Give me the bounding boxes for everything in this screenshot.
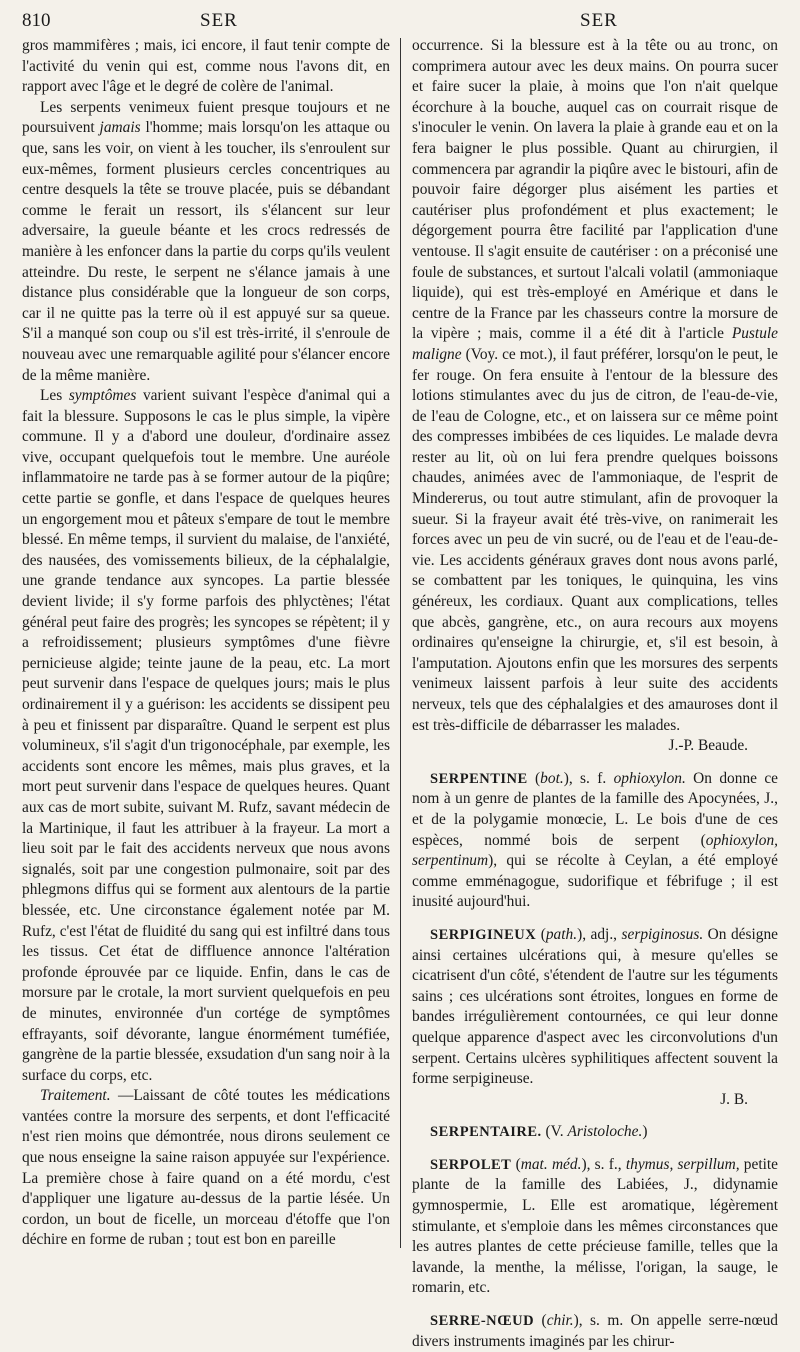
paragraph-treatment-continued [412,36,778,757]
column-divider [400,38,401,1248]
italic-text: ophioxylon, serpentinum [412,831,778,870]
headword: SERPENTINE [430,770,528,787]
text: ( [536,925,546,943]
text: varient suivant l'espèce d'animal qui a fait la blessure. Supposons le cas le plus simple, la vipère commune. Il y a d'abord une douleur, d'ordinaire assez vive, occupant quelquefois tout le membre. Une auréole inflammatoire ne tarde pas à se former autour de la piqûre; cette partie se gonfle, et dans l'espace de quelques heures un engorgement mou et pâteux s'empare de tout le membre blessé. En même temps, il survient du malaise, de l'anxiété, des nausées, des vomissements bilieux, de la céphalalgie, une grande tendance aux syncopes. La partie blessée devient livide; il s'y forme parfois des phlyctènes; l'état général peut faire des progrès; les syncopes se répètent; il y a refroidissement; plusieurs symptômes d'une fièvre pernicieuse algide; teinte jaune de la peau, etc. La mort peut survenir dans l'espace de quelques jours; mais le plus ordinairement il y a guérison: les accidents se dissipent peu à peu et finissent par disparaître. Quand le serpent est plus volumineux, s'il s'agit d'un trigonocéphale, par exemple, les accidents sont encore les mêmes, mais plus graves, et la mort peut survenir dans l'espace de quelques heures. Quant aux cas de mort subite, suivant M. Rufz, savant médecin de la Martinique, il faut les attribuer à la frayeur. La mort a lieu soit par le fait des accidents nerveux que nous avons signalés, soit par une congestion pulmonaire, soit par des phlegmons diffus qui se forment aux alentours de la partie blessée, etc. Une circonstance également notée par M. Rufz, c'est l'état de fluidité du sang qui est infiltré dans tous les tissus. Cet état de diffluence annonce l'altération profonde éprouvée par ce liquide. Enfin, dans le cas de morsure par le crotale, la mort survient quelquefois en peu de minutes, environnée d'un cortége de symptômes effrayants, soif dévorante, langue énormément tuméfiée, gangrène de la partie blessée, exsudation d'un sang noir à la surface du corps, etc. [22,387,390,1084]
paragraph-behavior [22,98,390,386]
paragraph-continuation [22,36,390,98]
text: (Voy. ce mot.), il faut préférer, lorsqu'on le peut, le fer rouge. On fera ensuite à l'entour de la blessure des lotions stimulantes avec du jus de citron, de l'eau-de-vie, de l'eau de Cologne, etc., et on laissera sur ce même point des compresses imbibées de ces liquides. Le malade devra rester au lit, où on lui fera prendre quelques boissons chaudes, animées avec de l'ammoniaque, de l'esprit de Mindererus, ou tout autre stimulant, afin de provoquer la sueur. Si la frayeur avait été très-vive, on ranimerait les forces avec un peu de vin sucré, ou de l'eau et de l'eau-de-vie. Les accidents généraux graves dont nous avons parlé, se combattent par les toniques, le quinquina, les vins généreux, les cordiaux. Quant aux complications, telles que abcès, gangrène, etc., on aura recours aux moyens ordinaires qu'enseigne la chirurgie, et, s'il est besoin, à l'amputation. Ajoutons enfin que les morsures des serpents venimeux laissent parfois à leur suite des accidents nerveux, tels que des céphalalgies et des amauroses dont il est très-difficile de débarrasser les malades. [412,345,778,734]
text: ), s. m. On appelle serre-nœud divers instruments imaginés par les chirur- [412,1312,778,1350]
text: —Laissant de côté toutes les médications vantées contre la morsure des serpents, et dont l'efficacité n'est rien moins que démontrée, nous dirons seulement ce que nous enseigne la saine raison appuyée sur l'expérience. La première chose à faire quand on a été mordu, c'est d'appliquer une ligature au-dessus de la partie lésée. Un cordon, un bout de ficelle, un morceau d'étoffe que l'on déchire en forme de ruban ; tout est bon en pareille [22,1087,390,1249]
entry-serpigineux [412,925,778,1110]
italic-text: mat. méd. [520,1155,582,1173]
right-column [412,36,778,1350]
italic-text: serpiginosus. [621,925,704,943]
italic-text: Pustule maligne [412,325,778,363]
text: petite plante de la famille des Labiées, J., didynamie gymnospermie, L. Elle est aromatique, légèrement stimulante, et s'emploie dans les mêmes circonstances que les autres plantes de cette précieuse famille, telles que la lavande, la menthe, la mélisse, l'origan, la sauge, le romarin, etc. [412,1155,778,1297]
text: ) [642,1123,648,1141]
italic-text: jamais [99,119,141,137]
running-head-right: SER [580,10,618,31]
italic-text: thymus, serpillum, [625,1155,740,1173]
text: ( [511,1155,521,1173]
italic-text: bot. [540,769,564,787]
italic-text: Traitement. [40,1087,111,1105]
text: l'homme; mais lorsqu'on les attaque ou que, sans les voir, on vient à les toucher, ils s'enroulent sur eux-mêmes, forment plusieurs cercles concentriques au centre desquels la tête se trouve placée, puis se débandant comme le ferait un ressort, ils s'élancent sur leur adversaire, la gueule béante et les crocs redressés de manière à les enfoncer dans la partie du corps qu'ils veulent atteindre. Du reste, le serpent ne s'élance jamais à une distance plus considérable que la longueur de son corps, car il ne quitte pas la terre où il est appuyé sur sa queue. S'il a manqué son coup ou s'il est très-irrité, il s'enroule de nouveau avec une remarquable agilité pour s'élancer encore de la même manière. [22,119,390,384]
headword: SERPOLET [430,1156,512,1173]
text: occurrence. Si la blessure est à la tête ou au tronc, on comprimera autour avec les deux mains. On pourra sucer et faire sucer la plaie, à moins que l'on n'ait quelque écorchure à la bouche, auquel cas on courrait risque de s'inoculer le venin. On lavera la plaie à grande eau et on la fera baigner le plus possible. Quant au chirurgien, il commencera par agrandir la piqûre avec le bistouri, afin de pouvoir faire dégorger plus aisément les parties et cautériser plus profondément et plus exactement; le dégorgement pourra être facilité par l'application d'une ventouse. Il s'agit ensuite de cautériser : on a préconisé une foule de substances, et surtout l'alcali volatil (ammoniaque liquide), qui est très-employé en Amérique et dans le centre de la France par les chasseurs contre la morsure de la vipère ; mais, comme il a été dit à l'article [412,37,778,343]
page-header [22,6,778,36]
author-signature: J. B. [720,1090,748,1108]
text: (V. [541,1123,568,1141]
text: On désigne ainsi certaines ulcérations qui, à mesure qu'elles se cicatrisent d'un côté, s'étendent de l'autre sur les téguments sains ; ces ulcérations sont étroites, longues en forme de bandes irrégulièrement contournées, ce qui leur donne quelque apparence d'aspect avec les circonvolutions d'un serpent. Certains ulcères syphilitiques affectent souvent la forme serpigineuse. [412,925,778,1088]
page-number: 810 [22,10,51,31]
author-signature: J.-P. Beaude. [668,737,748,755]
entry-serpolet [412,1155,778,1299]
text: ), qui se récolte à Ceylan, a été employé comme emménagogue, sudorifique et fébrifuge ; il est inusité aujourd'hui. [412,852,778,911]
left-column [22,36,390,1249]
entry-serre-noeud [412,1311,778,1352]
italic-text: symptômes [68,387,137,405]
text: gros mammifères ; mais, ici encore, il faut tenir compte de l'activité du venin qui est, comme nous l'avons dit, en rapport avec l'âge et le degré de colère de l'animal. [22,37,390,96]
text: ), adj., [577,925,622,943]
headword: SERPIGINEUX [430,926,537,943]
running-head-left: SER [200,10,238,31]
text: ( [527,769,541,787]
text: ), s. f., [581,1155,626,1173]
italic-text: chir. [546,1312,574,1330]
paragraph-treatment [22,1086,390,1251]
text: ( [534,1312,547,1330]
italic-text: path. [545,925,578,943]
entry-serpentine [412,769,778,913]
entry-serpentaire [412,1122,778,1143]
headword: SERRE-NŒUD [430,1313,535,1330]
paragraph-symptoms [22,386,390,1086]
text: On donne ce nom à un genre de plantes de la famille des Apocynées, J., et de la polygamie monœcie, L. Le bois d'une de ces espèces, nommé bois de serpent ( [412,769,778,849]
text: Les [40,387,69,405]
italic-text: ophioxylon. [613,769,686,787]
text: ), s. f. [563,769,614,787]
headword: SERPENTAIRE. [430,1124,542,1141]
text: Les serpents venimeux fuient presque toujours et ne poursuivent [22,98,390,137]
italic-text: Aristoloche. [567,1123,643,1141]
